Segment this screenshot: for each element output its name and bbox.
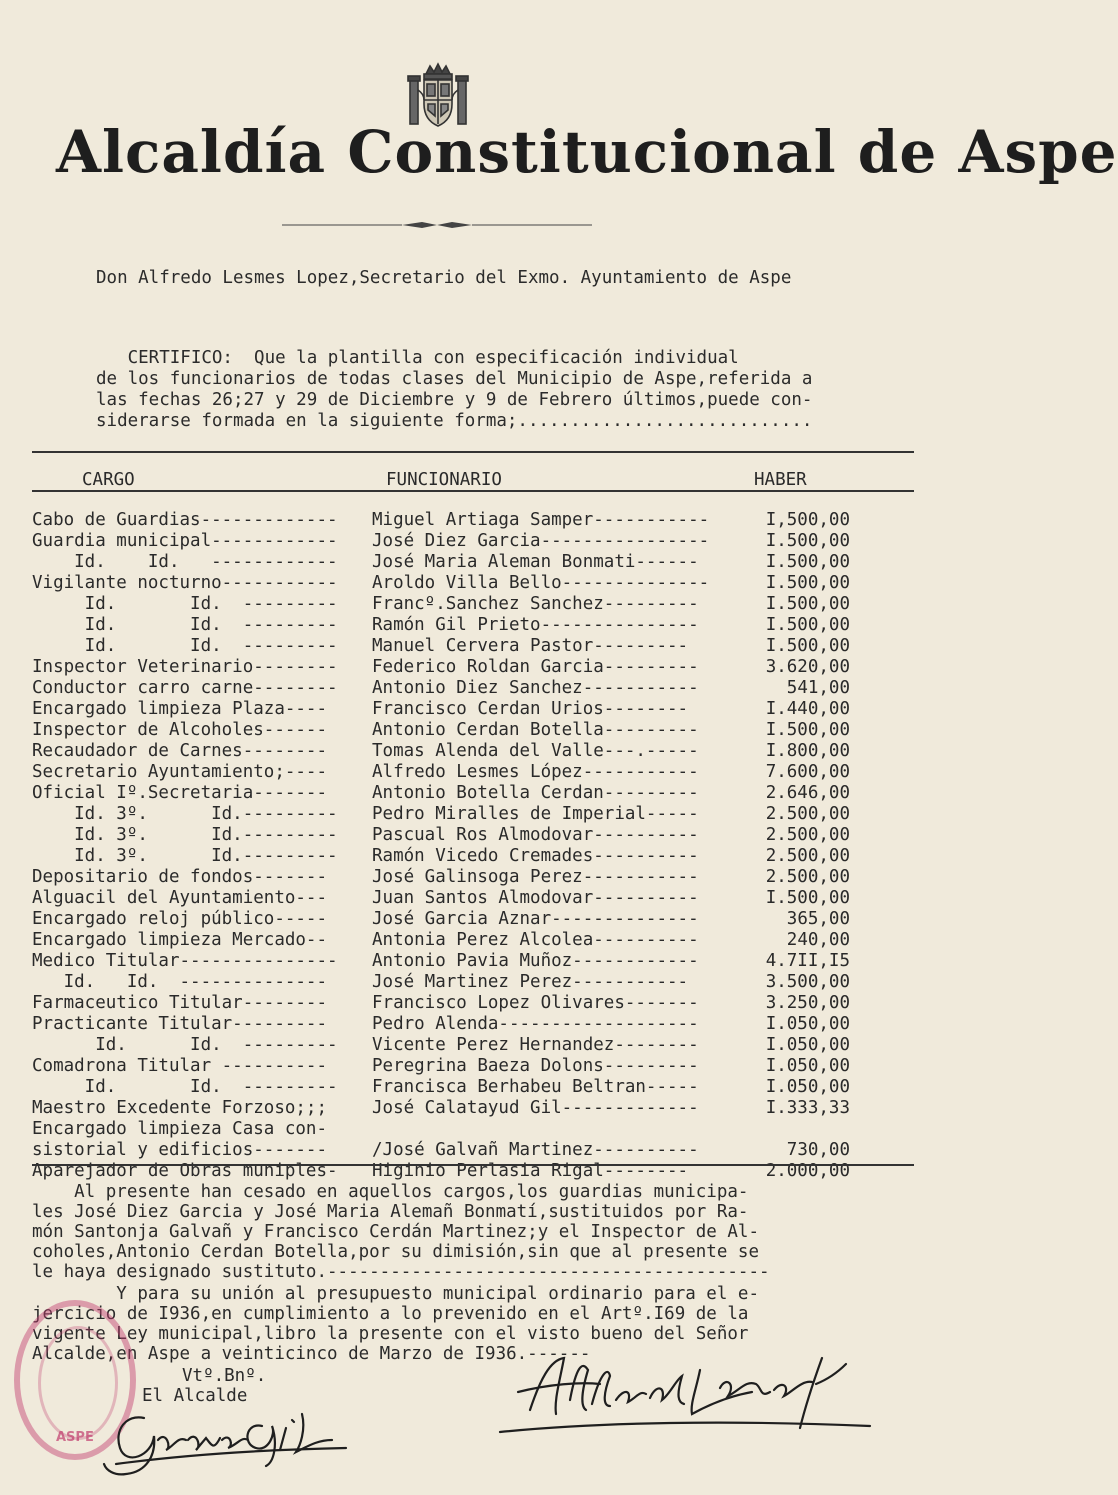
funcionario-cell: José Galinsoga Perez----------- — [372, 867, 699, 887]
cargo-cell: Id. 3º. Id.--------- — [32, 846, 338, 866]
cargo-cell: Guardia municipal------------ — [32, 531, 338, 551]
cargo-cell: Id. Id. --------- — [32, 1077, 338, 1097]
haber-cell: 730,00 — [786, 1140, 850, 1160]
cargo-cell: Practicante Titular--------- — [32, 1014, 328, 1034]
ornamental-divider — [282, 220, 592, 230]
funcionario-cell: Manuel Cervera Pastor--------- — [372, 636, 689, 656]
haber-cell: 3.500,00 — [765, 972, 850, 992]
haber-cell: I.333,33 — [765, 1098, 850, 1118]
cargo-cell: Inspector de Alcoholes------ — [32, 720, 328, 740]
funcionario-cell: Federico Roldan Garcia--------- — [372, 657, 699, 677]
cargo-cell: Aparejador de Obras muniples- — [32, 1161, 338, 1181]
haber-cell: I.500,00 — [765, 531, 850, 551]
funcionario-cell: Alfredo Lesmes López----------- — [372, 762, 699, 782]
haber-cell: 240,00 — [786, 930, 850, 950]
cargo-cell: Maestro Excedente Forzoso;;; — [32, 1098, 328, 1118]
funcionario-cell: José Maria Aleman Bonmati------ — [372, 552, 699, 572]
cargo-cell: Vigilante nocturno----------- — [32, 573, 338, 593]
haber-cell: 2.646,00 — [765, 783, 850, 803]
haber-cell: 7.600,00 — [765, 762, 850, 782]
intro-line: Don Alfredo Lesmes Lopez,Secretario del Exmo. Ayuntamiento de Aspe — [96, 268, 792, 288]
table-row — [32, 1140, 862, 1161]
haber-cell: I.800,00 — [765, 741, 850, 761]
table-row — [32, 699, 862, 720]
funcionario-cell: Francisco Lopez Olivares------- — [372, 993, 699, 1013]
haber-cell: I.500,00 — [765, 552, 850, 572]
cargo-cell: Depositario de fondos------- — [32, 867, 328, 887]
table-row — [32, 720, 862, 741]
funcionario-cell: Francisca Berhabeu Beltran----- — [372, 1077, 699, 1097]
column-header-funcionario: FUNCIONARIO — [386, 470, 502, 490]
funcionario-cell: Aroldo Villa Bello-------------- — [372, 573, 710, 593]
haber-cell: I.050,00 — [765, 1014, 850, 1034]
funcionario-cell: Pascual Ros Almodovar---------- — [372, 825, 699, 845]
visto-bueno-label: Vtº.Bnº. — [182, 1366, 267, 1386]
table-row — [32, 762, 862, 783]
haber-cell: 4.7II,I5 — [765, 951, 850, 971]
table-rule-header — [32, 490, 914, 492]
funcionario-cell: Miguel Artiaga Samper----------- — [372, 510, 710, 530]
cargo-cell: Cabo de Guardias------------- — [32, 510, 338, 530]
cargo-cell: Id. 3º. Id.--------- — [32, 804, 338, 824]
haber-cell: 365,00 — [786, 909, 850, 929]
haber-cell: 541,00 — [786, 678, 850, 698]
cargo-cell: Secretario Ayuntamiento;---- — [32, 762, 328, 782]
closing-line: Y para su unión al presupuesto municipal ordinario para el e- — [32, 1284, 759, 1304]
funcionario-cell: Antonio Botella Cerdan--------- — [372, 783, 699, 803]
haber-cell: 2.000,00 — [765, 1161, 850, 1181]
funcionario-cell: Francisco Cerdan Urios-------- — [372, 699, 689, 719]
cargo-cell: sistorial y edificios------- — [32, 1140, 328, 1160]
closing-line: jercicio de I936,en cumplimiento a lo prevenido en el Artº.I69 de la — [32, 1304, 749, 1324]
haber-cell: I.500,00 — [765, 636, 850, 656]
funcionario-cell: Ramón Gil Prieto--------------- — [372, 615, 699, 635]
column-header-cargo: CARGO — [82, 470, 135, 490]
cargo-cell: Medico Titular--------------- — [32, 951, 338, 971]
haber-cell: I.440,00 — [765, 699, 850, 719]
haber-cell: 2.500,00 — [765, 846, 850, 866]
table-row — [32, 951, 862, 972]
funcionario-cell: José Garcia Aznar-------------- — [372, 909, 699, 929]
cargo-cell: Id. Id. ------------ — [32, 552, 338, 572]
table-row — [32, 846, 862, 867]
funcionario-cell: Peregrina Baeza Dolons--------- — [372, 1056, 699, 1076]
closing-line: le haya designado sustituto.------------------------------------------ — [32, 1262, 770, 1282]
table-row — [32, 804, 862, 825]
table-row — [32, 888, 862, 909]
cargo-cell: Id. Id. --------- — [32, 615, 338, 635]
funcionario-cell: Higinio Perlasia Rigal-------- — [372, 1161, 689, 1181]
funcionario-cell: Antonio Diez Sanchez----------- — [372, 678, 699, 698]
table-row — [32, 531, 862, 552]
column-header-haber: HABER — [754, 470, 807, 490]
funcionario-cell: Antonia Perez Alcolea---------- — [372, 930, 699, 950]
funcionario-cell: José Diez Garcia---------------- — [372, 531, 710, 551]
funcionario-cell: /José Galvañ Martinez---------- — [372, 1140, 699, 1160]
funcionario-cell: Pedro Miralles de Imperial----- — [372, 804, 699, 824]
table-row — [32, 993, 862, 1014]
table-row — [32, 909, 862, 930]
cargo-cell: Encargado limpieza Plaza---- — [32, 699, 328, 719]
haber-cell: I.050,00 — [765, 1077, 850, 1097]
funcionario-cell: Juan Santos Almodovar---------- — [372, 888, 699, 908]
cargo-cell: Id. Id. --------- — [32, 636, 338, 656]
funcionario-cell: José Martinez Perez----------- — [372, 972, 689, 992]
closing-line: coholes,Antonio Cerdan Botella,por su dimisión,sin que al presente se — [32, 1242, 759, 1262]
cargo-cell: Oficial Iº.Secretaria------- — [32, 783, 328, 803]
table-rule-bottom — [32, 1164, 914, 1166]
haber-cell: I.500,00 — [765, 720, 850, 740]
secretario-signature — [470, 1340, 890, 1450]
haber-cell: I.050,00 — [765, 1056, 850, 1076]
cargo-cell: Id. 3º. Id.--------- — [32, 825, 338, 845]
alcalde-label: El Alcalde — [142, 1386, 248, 1406]
closing-line: vigente Ley municipal,libro la presente con el visto bueno del Señor — [32, 1324, 749, 1344]
haber-cell: 3.620,00 — [765, 657, 850, 677]
certifico-line: CERTIFICO: Que la plantilla con especificación individual — [96, 348, 739, 368]
funcionario-cell: José Calatayud Gil------------- — [372, 1098, 699, 1118]
table-row — [32, 657, 862, 678]
table-row — [32, 678, 862, 699]
table-row — [32, 594, 862, 615]
cargo-cell: Comadrona Titular ---------- — [32, 1056, 328, 1076]
table-row — [32, 783, 862, 804]
cargo-cell: Inspector Veterinario-------- — [32, 657, 338, 677]
table-row — [32, 930, 862, 951]
funcionario-cell: Francº.Sanchez Sanchez--------- — [372, 594, 699, 614]
funcionario-cell: Ramón Vicedo Cremades---------- — [372, 846, 699, 866]
table-row — [32, 741, 862, 762]
table-row — [32, 1098, 862, 1119]
funcionario-cell: Tomas Alenda del Valle---.----- — [372, 741, 699, 761]
closing-line: Al presente han cesado en aquellos cargos,los guardias municipa- — [32, 1182, 749, 1202]
closing-line: Alcalde,en Aspe a veinticinco de Marzo de I936.------ — [32, 1344, 591, 1364]
cargo-cell: Encargado limpieza Mercado-- — [32, 930, 328, 950]
cargo-cell: Id. Id. -------------- — [32, 972, 328, 992]
funcionario-cell: Antonio Cerdan Botella--------- — [372, 720, 699, 740]
table-row — [32, 636, 862, 657]
closing-line: les José Diez Garcia y José Maria Alemañ Bonmatí,sustituidos por Ra- — [32, 1202, 749, 1222]
closing-line: món Santonja Galvañ y Francisco Cerdán Martinez;y el Inspector de Al- — [32, 1222, 759, 1242]
table-rule-top — [32, 451, 914, 453]
cargo-cell: Recaudador de Carnes-------- — [32, 741, 328, 761]
alcalde-signature — [96, 1400, 356, 1480]
stamp-text: ASPE — [56, 1430, 94, 1445]
funcionario-cell: Antonio Pavia Muñoz------------ — [372, 951, 699, 971]
cargo-cell: Conductor carro carne-------- — [32, 678, 338, 698]
roster-table — [32, 510, 862, 1182]
cargo-cell: Farmaceutico Titular-------- — [32, 993, 328, 1013]
cargo-cell: Alguacil del Ayuntamiento--- — [32, 888, 328, 908]
table-row — [32, 867, 862, 888]
table-row — [32, 1119, 862, 1140]
haber-cell: 2.500,00 — [765, 867, 850, 887]
table-row — [32, 573, 862, 594]
table-row — [32, 552, 862, 573]
haber-cell: I.500,00 — [765, 594, 850, 614]
cargo-cell: Encargado limpieza Casa con- — [32, 1119, 328, 1139]
table-row — [32, 972, 862, 993]
table-row — [32, 1077, 862, 1098]
haber-cell: I.500,00 — [765, 573, 850, 593]
funcionario-cell: Pedro Alenda------------------- — [372, 1014, 699, 1034]
table-row — [32, 1014, 862, 1035]
table-row — [32, 615, 862, 636]
funcionario-cell: Vicente Perez Hernandez-------- — [372, 1035, 699, 1055]
cargo-cell: Encargado reloj público----- — [32, 909, 328, 929]
certifico-line: siderarse formada en la siguiente forma;............................ — [96, 411, 813, 431]
table-row — [32, 825, 862, 846]
haber-cell: I.500,00 — [765, 615, 850, 635]
table-row — [32, 1056, 862, 1077]
haber-cell: 2.500,00 — [765, 825, 850, 845]
haber-cell: 2.500,00 — [765, 804, 850, 824]
haber-cell: I.050,00 — [765, 1035, 850, 1055]
table-row — [32, 510, 862, 531]
certifico-line: las fechas 26;27 y 29 de Diciembre y 9 de Febrero últimos,puede con- — [96, 390, 813, 410]
cargo-cell: Id. Id. --------- — [32, 594, 338, 614]
cargo-cell: Id. Id. --------- — [32, 1035, 338, 1055]
haber-cell: I.500,00 — [765, 888, 850, 908]
table-row — [32, 1035, 862, 1056]
haber-cell: 3.250,00 — [765, 993, 850, 1013]
page-title: Alcaldía Constitucional de Aspe — [56, 118, 1118, 186]
certifico-line: de los funcionarios de todas clases del Municipio de Aspe,referida a — [96, 369, 813, 389]
haber-cell: I,500,00 — [765, 510, 850, 530]
